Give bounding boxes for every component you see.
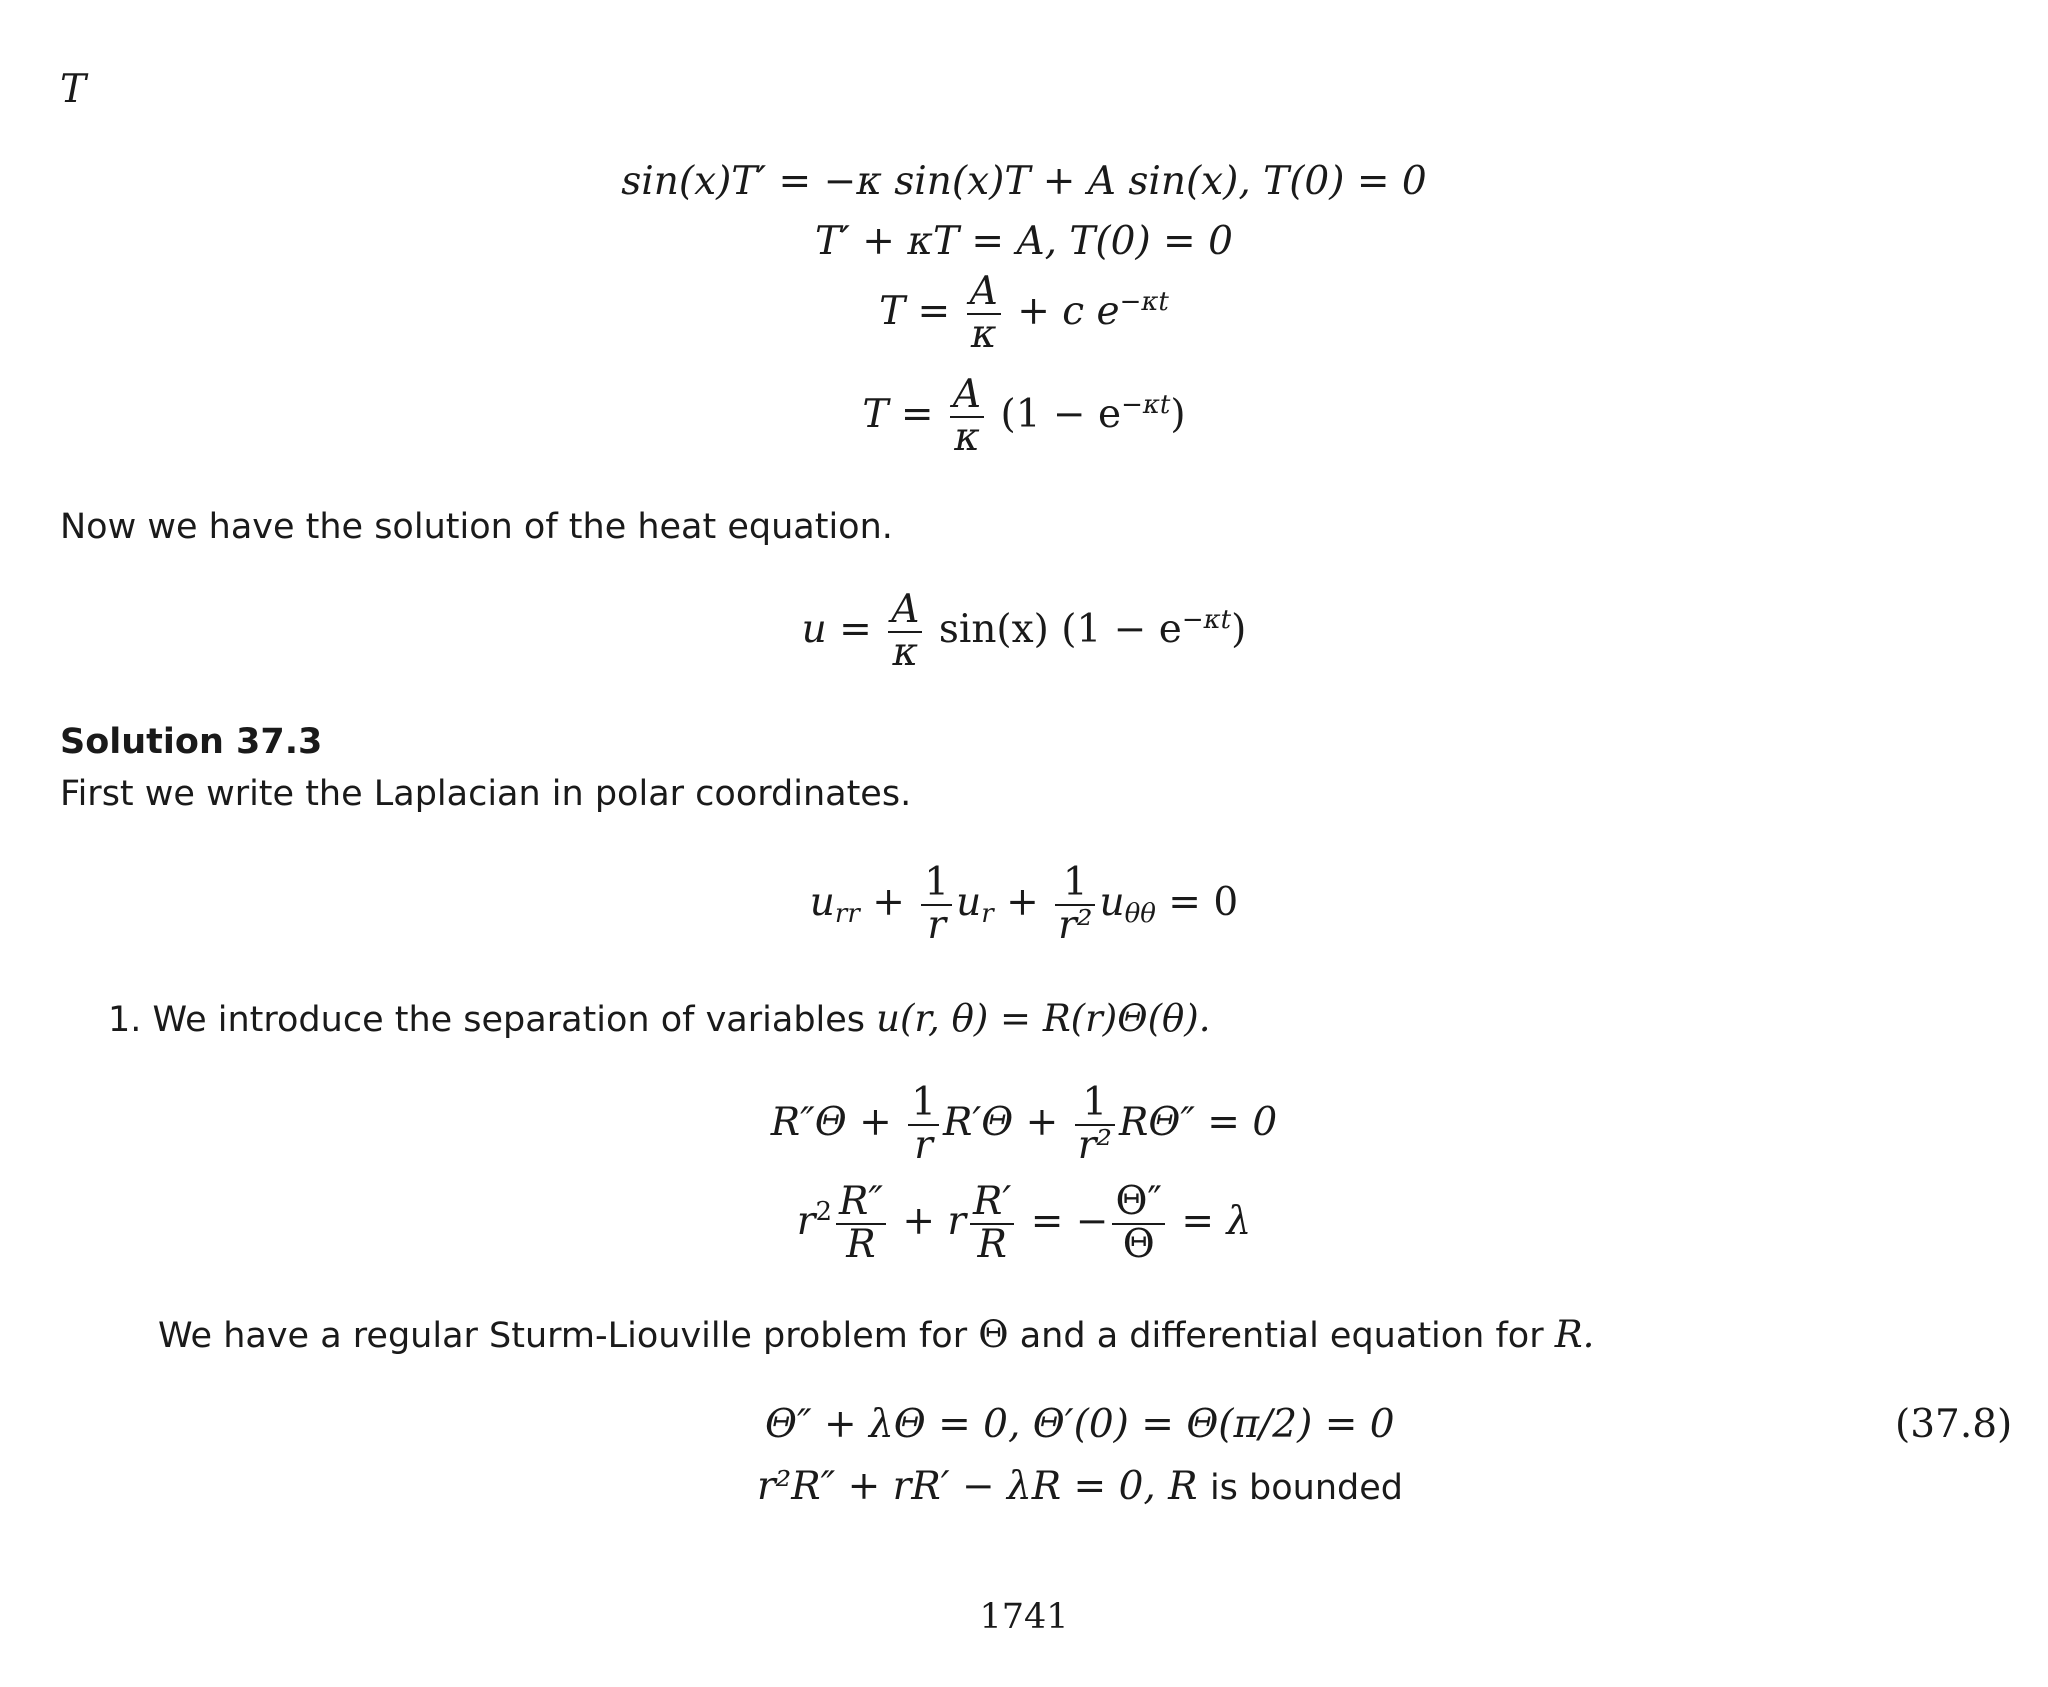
list-item-1: 1. We introduce the separation of variables u(r, θ) = R(r)Θ(θ).: [108, 997, 1211, 1040]
fraction-a-over-kappa: $\frac{A}{\kappa}$: [888, 590, 922, 674]
solution-heading: Solution 37.3: [60, 722, 323, 762]
fraction-a-over-kappa: $\frac{A}{\kappa}$: [950, 375, 984, 459]
sturm-liouville-line-1: Θ″ + λΘ = 0, Θ′(0) = Θ(π/2) = 0: [765, 1402, 1395, 1447]
laplacian-equation: urr + $\frac{1}{r}$ ur + $\frac{1}{\text{r²}}$ uθθ = 0: [809, 860, 1239, 948]
page-number: 1741: [979, 1597, 1069, 1637]
sturm-liouville-text: We have a regular Sturm-Liouville problem for Θ and a differential equation for R.: [158, 1313, 1595, 1356]
heat-solution-equation: u = $\frac{A}{\kappa}$ sin(x) $(1 - e^{-\kappa t})$: [801, 587, 1247, 675]
separated-equation-2: $r^2$ $\frac{R''}{R}$ + r $\frac{R'}{R}$ = − $\frac{\Theta''}{\Theta}$ = λ: [796, 1179, 1252, 1267]
equation-line-4: T = $\frac{A}{\kappa}$ $(1 - e^{-\kappa t})$: [862, 372, 1186, 460]
fraction-a-over-kappa: $\frac{A}{\kappa}$: [967, 272, 1001, 356]
fraction-one-over-r: $\frac{1}{r}$: [921, 863, 952, 947]
top-symbol: T: [60, 67, 87, 112]
equation-tag: (37.8): [1895, 1402, 2013, 1447]
heat-solution-text: Now we have the solution of the heat equation.: [60, 507, 893, 547]
fraction-r-double-prime-over-r: $\frac{R''}{R}$: [836, 1182, 886, 1266]
equation-line-1: sin(x)T′ = −κ sin(x)T + A sin(x), T(0) = 0: [621, 159, 1427, 204]
list-item-number: 1.: [108, 1000, 142, 1040]
laplacian-intro-text: First we write the Laplacian in polar coordinates.: [60, 774, 912, 814]
fraction-one-over-r: $\frac{1}{r}$: [908, 1083, 939, 1167]
equation-line-2: T′ + κT = A, T(0) = 0: [815, 219, 1233, 264]
fraction-theta-double-prime-over-theta: $\frac{\Theta''}{\Theta}$: [1112, 1182, 1165, 1266]
fraction-one-over-r-squared: $\frac{1}{\text{r²}}$: [1075, 1083, 1115, 1167]
fraction-one-over-r-squared: $\frac{1}{\text{r²}}$: [1055, 863, 1095, 947]
separated-equation-1: R″Θ + $\frac{1}{r}$ R′Θ + $\frac{1}{\text{r²}}$ RΘ″ = 0: [770, 1080, 1278, 1168]
sturm-liouville-line-2: r²R″ + rR′ − λR = 0, R is bounded: [757, 1464, 1403, 1509]
fraction-r-prime-over-r: $\frac{R'}{R}$: [970, 1182, 1014, 1266]
equation-line-3: T = $\frac{A}{\kappa}$ + c $e^{-\kappa t}$: [879, 269, 1169, 357]
